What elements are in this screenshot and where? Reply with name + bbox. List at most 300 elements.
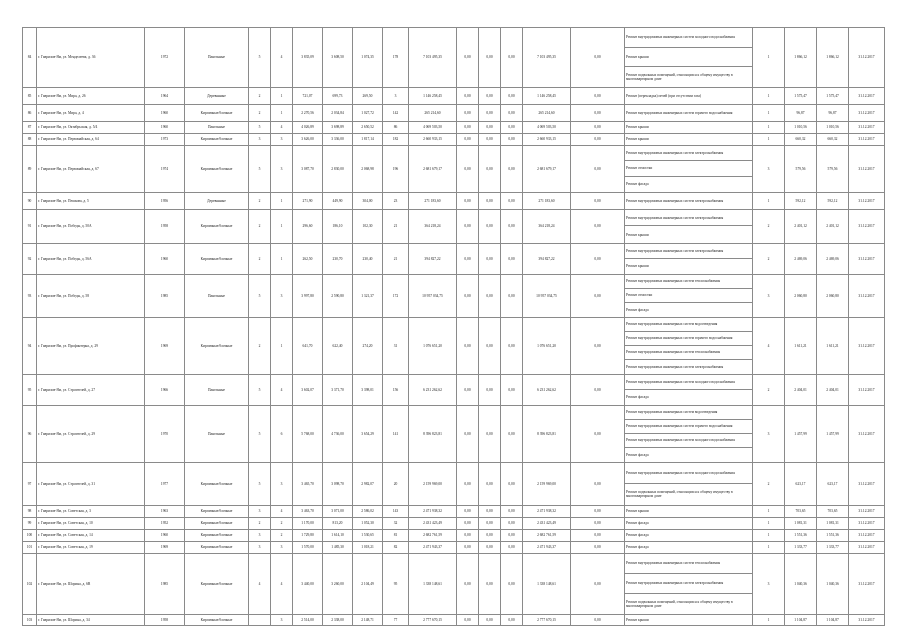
works-list-cell	[625, 121, 753, 133]
fund-a-cell: 0,00	[457, 541, 479, 553]
fund-a-cell: 0,00	[457, 505, 479, 517]
fund-b-cell: 0,00	[479, 209, 501, 243]
area-total-cell: 3 835,09	[293, 28, 323, 88]
deadline-cell: 31.12.2017	[849, 462, 885, 505]
fund-a-cell: 0,00	[457, 374, 479, 405]
fund-c-cell: 0,00	[501, 133, 523, 145]
cost-total-cell: 7 103 495,35	[409, 28, 457, 88]
fund-a-cell: 0,00	[457, 104, 479, 121]
residents-cell: 143	[383, 505, 409, 517]
fund-other-cell: 0,00	[571, 209, 625, 243]
entrances-cell: 4	[271, 121, 293, 133]
works-list-cell	[625, 133, 753, 145]
max-unit-cost-cell: 1 457,99	[817, 405, 849, 462]
cost-total-cell: 2 471 943,37	[409, 541, 457, 553]
floors-cell: 5	[249, 274, 271, 317]
fund-b-cell: 0,00	[479, 462, 501, 505]
fund-owners-cell: 271 183,60	[523, 192, 571, 209]
unit-cost-cell: 2 401,12	[785, 209, 817, 243]
fund-other-cell: 0,00	[571, 405, 625, 462]
deadline-cell: 31.12.2017	[849, 209, 885, 243]
residents-cell: 81	[383, 529, 409, 541]
fund-c-cell: 0,00	[501, 243, 523, 274]
fund-c-cell: 0,00	[501, 274, 523, 317]
year-cell: 1960	[145, 243, 185, 274]
works-count-cell: 1	[753, 614, 785, 625]
work-item: Ремонт внутридомовых инженерных систем теплоснабжения	[625, 554, 752, 574]
fund-c-cell: 0,00	[501, 209, 523, 243]
row-number: 99	[23, 517, 37, 529]
floors-cell: 3	[249, 541, 271, 553]
residents-cell: 196	[383, 145, 409, 192]
residents-cell: 141	[383, 405, 409, 462]
works-count-cell: 2	[753, 462, 785, 505]
row-number: 102	[23, 553, 37, 614]
area-total-cell: 3 465,70	[293, 462, 323, 505]
unit-cost-cell: 592,12	[785, 192, 817, 209]
works-count-cell: 3	[753, 274, 785, 317]
table-row	[23, 145, 885, 192]
area-total-cell: 3 440,00	[293, 553, 323, 614]
entrances-cell: 1	[271, 192, 293, 209]
fund-a-cell: 0,00	[457, 517, 479, 529]
floors-cell: 2	[249, 317, 271, 374]
fund-owners-cell: 8 396 823,81	[523, 405, 571, 462]
works-count-cell: 2	[753, 209, 785, 243]
max-unit-cost-cell: 1 081,31	[817, 517, 849, 529]
max-unit-cost-cell: 660,32	[817, 133, 849, 145]
address-cell: г. Гаврилов-Ям, ул. Менделеева, д. 36	[37, 28, 145, 88]
works-count-cell: 3	[753, 405, 785, 462]
work-item: Ремонт внутридомовых инженерных систем электроснабжения	[625, 574, 752, 594]
unit-cost-cell: 1 040,36	[785, 553, 817, 614]
area-total-cell: 2 270,56	[293, 104, 323, 121]
area-total-cell: 1 570,00	[293, 541, 323, 553]
residents-cell: 182	[383, 133, 409, 145]
works-list-cell	[625, 104, 753, 121]
unit-cost-cell: 1 104,87	[785, 614, 817, 625]
fund-other-cell: 0,00	[571, 317, 625, 374]
fund-owners-cell: 2 681 679,17	[523, 145, 571, 192]
works-list-cell	[625, 243, 753, 274]
residents-cell: 178	[383, 28, 409, 88]
work-item: Ремонт фасада	[626, 533, 649, 538]
unit-cost-cell: 2 404,01	[785, 374, 817, 405]
wall-material-cell: Панельные	[185, 274, 249, 317]
unit-cost-cell: 703,65	[785, 505, 817, 517]
fund-owners-cell: 364 218,24	[523, 209, 571, 243]
fund-a-cell: 0,00	[457, 243, 479, 274]
wall-material-cell: Кирпичные/блочные	[185, 317, 249, 374]
work-item: Ремонт внутридомовых инженерных систем электроснабжения	[625, 210, 752, 227]
area-living-cell: 186,10	[323, 209, 353, 243]
area-total-cell: 3 087,70	[293, 145, 323, 192]
floors-cell: 3	[249, 529, 271, 541]
table-row	[23, 192, 885, 209]
work-item: Ремонт фасада	[626, 395, 649, 400]
area-owned-cell: 1 530,65	[353, 529, 383, 541]
fund-a-cell: 0,00	[457, 121, 479, 133]
deadline-cell: 31.12.2017	[849, 317, 885, 374]
fund-c-cell: 0,00	[501, 505, 523, 517]
entrances-cell: 1	[271, 243, 293, 274]
fund-other-cell: 0,00	[571, 462, 625, 505]
floors-cell: 4	[249, 553, 271, 614]
floors-cell: 2	[249, 192, 271, 209]
residents-cell: 77	[383, 614, 409, 625]
works-list-cell	[625, 541, 753, 553]
table-row	[23, 104, 885, 121]
fund-owners-cell: 2 471 938,32	[523, 505, 571, 517]
floors-cell: 3	[249, 505, 271, 517]
cost-total-cell: 2 471 938,32	[409, 505, 457, 517]
works-list-cell	[625, 553, 753, 614]
floors-cell: 2	[249, 104, 271, 121]
fund-other-cell: 0,00	[571, 274, 625, 317]
works-count-cell: 1	[753, 28, 785, 88]
work-item: Ремонт внутридомовых инженерных систем теплоснабжения	[625, 346, 752, 360]
fund-owners-cell: 265 214,60	[523, 104, 571, 121]
year-cell: 1972	[145, 28, 185, 88]
works-count-cell: 4	[753, 317, 785, 374]
cost-total-cell: 2 159 969,00	[409, 462, 457, 505]
cost-total-cell: 10 957 034,75	[409, 274, 457, 317]
cost-total-cell: 6 231 262,62	[409, 374, 457, 405]
fund-a-cell: 0,00	[457, 145, 479, 192]
entrances-cell: 4	[271, 374, 293, 405]
area-owned-cell: 269,50	[353, 87, 383, 104]
work-item: Ремонт внутридомовых инженерных систем электроснабжения	[625, 146, 752, 161]
address-cell: г. Гаврилов-Ям, ул. Профинтерна, д. 29	[37, 317, 145, 374]
fund-b-cell: 0,00	[479, 517, 501, 529]
works-count-cell: 2	[753, 243, 785, 274]
works-count-cell: 1	[753, 541, 785, 553]
work-item: Ремонт внутридомовых инженерных систем холодного водоснабжения	[625, 434, 752, 448]
works-count-cell: 1	[753, 133, 785, 145]
entrances-cell: 6	[271, 405, 293, 462]
area-owned-cell: 3 654,29	[353, 405, 383, 462]
fund-b-cell: 0,00	[479, 274, 501, 317]
year-cell: 1974	[145, 145, 185, 192]
work-item: Ремонт фасада	[626, 307, 649, 312]
fund-b-cell: 0,00	[479, 133, 501, 145]
entrances-cell: 4	[271, 553, 293, 614]
area-living-cell: 1 485,30	[323, 541, 353, 553]
area-owned-cell: 2 586,02	[353, 505, 383, 517]
year-cell: 1985	[145, 553, 185, 614]
floors-cell: 5	[249, 374, 271, 405]
max-unit-cost-cell: 1 551,36	[817, 529, 849, 541]
area-living-cell: 3 071,00	[323, 505, 353, 517]
wall-material-cell: Панельные	[185, 374, 249, 405]
fund-a-cell: 0,00	[457, 209, 479, 243]
works-count-cell: 1	[753, 517, 785, 529]
area-living-cell: 3 371,70	[323, 374, 353, 405]
floors-cell: 5	[249, 462, 271, 505]
area-owned-cell: 304,00	[353, 192, 383, 209]
works-count-cell: 1	[753, 104, 785, 121]
floors-cell: 5	[249, 145, 271, 192]
work-item: Ремонт внутридомовых инженерных систем горячего водоснабжения	[626, 110, 733, 115]
fund-owners-cell: 2 471 943,37	[523, 541, 571, 553]
fund-c-cell: 0,00	[501, 28, 523, 88]
residents-cell: 32	[383, 517, 409, 529]
floors-cell: 2	[249, 243, 271, 274]
work-item: Ремонт внутридомовых инженерных систем электроснабжения	[625, 244, 752, 259]
table-row	[23, 405, 885, 462]
works-count-cell: 1	[753, 192, 785, 209]
fund-owners-cell: 4 069 503,50	[523, 121, 571, 133]
works-list-cell	[625, 614, 753, 625]
deadline-cell: 31.12.2017	[849, 505, 885, 517]
row-number: 86	[23, 104, 37, 121]
table-row	[23, 505, 885, 517]
row-number: 92	[23, 243, 37, 274]
area-total-cell: 3 997,80	[293, 274, 323, 317]
work-item: Ремонт крыши	[626, 264, 649, 269]
fund-other-cell: 0,00	[571, 145, 625, 192]
entrances-cell: 3	[271, 133, 293, 145]
cost-total-cell: 2 681 679,17	[409, 145, 457, 192]
area-living-cell: 2 830,00	[323, 145, 353, 192]
wall-material-cell: Кирпичные/блочные	[185, 133, 249, 145]
residents-cell: 86	[383, 121, 409, 133]
fund-c-cell: 0,00	[501, 121, 523, 133]
year-cell: 1985	[145, 274, 185, 317]
unit-cost-cell: 1 457,99	[785, 405, 817, 462]
residents-cell: 21	[383, 243, 409, 274]
floors-cell: 5	[249, 28, 271, 88]
work-item: Ремонт крыши	[626, 137, 649, 142]
area-total-cell: 2 514,00	[293, 614, 323, 625]
wall-material-cell: Кирпичные/блочные	[185, 462, 249, 505]
year-cell: 1960	[145, 104, 185, 121]
area-total-cell: 721,07	[293, 87, 323, 104]
row-number: 100	[23, 529, 37, 541]
deadline-cell: 31.12.2017	[849, 541, 885, 553]
cost-total-cell: 1 146 258,45	[409, 87, 457, 104]
year-cell: 1973	[145, 133, 185, 145]
table-row	[23, 274, 885, 317]
year-cell: 1969	[145, 317, 185, 374]
entrances-cell: 3	[271, 462, 293, 505]
work-item: Ремонт крыши	[626, 232, 649, 237]
fund-b-cell: 0,00	[479, 243, 501, 274]
fund-b-cell: 0,00	[479, 553, 501, 614]
entrances-cell: 3	[271, 274, 293, 317]
works-list-cell	[625, 317, 753, 374]
works-count-cell: 3	[753, 553, 785, 614]
entrances-cell: 3	[271, 145, 293, 192]
unit-cost-cell: 660,32	[785, 133, 817, 145]
fund-other-cell: 0,00	[571, 517, 625, 529]
wall-material-cell: Деревянные	[185, 87, 249, 104]
fund-a-cell: 0,00	[457, 192, 479, 209]
fund-other-cell: 0,00	[571, 87, 625, 104]
cost-total-cell: 364 218,24	[409, 209, 457, 243]
deadline-cell: 31.12.2017	[849, 529, 885, 541]
work-item: Ремонт подвальных помещений, относящихся к общему имуществу в многоквартирном доме	[626, 599, 733, 608]
year-cell: 1952	[145, 517, 185, 529]
address-cell: г. Гаврилов-Ям, ул. Пешкова, д. 5	[37, 192, 145, 209]
area-owned-cell: 230,40	[353, 243, 383, 274]
area-living-cell: 1 614,10	[323, 529, 353, 541]
fund-other-cell: 0,00	[571, 553, 625, 614]
area-owned-cell: 1 027,72	[353, 104, 383, 121]
floors-cell	[249, 614, 271, 625]
fund-a-cell: 0,00	[457, 529, 479, 541]
fund-other-cell: 0,00	[571, 541, 625, 553]
floors-cell: 2	[249, 517, 271, 529]
work-item: Ремонт внутридомовых инженерных систем холодного водоснабжения	[625, 463, 752, 484]
area-owned-cell: 102,30	[353, 209, 383, 243]
fund-c-cell: 0,00	[501, 145, 523, 192]
year-cell: 1956	[145, 192, 185, 209]
max-unit-cost-cell: 2 469,06	[817, 243, 849, 274]
row-number: 96	[23, 405, 37, 462]
wall-material-cell: Кирпичные/блочные	[185, 614, 249, 625]
residents-cell: 95	[383, 553, 409, 614]
wall-material-cell: Кирпичные/блочные	[185, 209, 249, 243]
area-owned-cell: 3 398,01	[353, 374, 383, 405]
area-living-cell: 230,70	[323, 243, 353, 274]
fund-c-cell: 0,00	[501, 87, 523, 104]
repair-plan-table	[22, 27, 885, 626]
works-list-cell	[625, 505, 753, 517]
area-total-cell: 3 602,07	[293, 374, 323, 405]
unit-cost-cell: 579,56	[785, 145, 817, 192]
cost-total-cell: 394 827,22	[409, 243, 457, 274]
unit-cost-cell: 1 575,47	[785, 87, 817, 104]
fund-b-cell: 0,00	[479, 192, 501, 209]
wall-material-cell: Панельные	[185, 121, 249, 133]
fund-a-cell: 0,00	[457, 87, 479, 104]
deadline-cell: 31.12.2017	[849, 517, 885, 529]
works-list-cell	[625, 462, 753, 505]
fund-a-cell: 0,00	[457, 614, 479, 625]
work-item: Ремонт подвальных помещений, относящихся к общему имуществу в многоквартирном доме	[626, 490, 733, 499]
area-living-cell: 3 260,00	[323, 553, 353, 614]
residents-cell: 3	[383, 87, 409, 104]
row-number: 98	[23, 505, 37, 517]
row-number: 90	[23, 192, 37, 209]
fund-a-cell: 0,00	[457, 405, 479, 462]
work-item: Ремонт фасада	[626, 452, 649, 457]
fund-c-cell: 0,00	[501, 517, 523, 529]
deadline-cell: 31.12.2017	[849, 104, 885, 121]
entrances-cell: 1	[271, 104, 293, 121]
fund-a-cell: 0,00	[457, 317, 479, 374]
residents-cell: 21	[383, 209, 409, 243]
table-row	[23, 541, 885, 553]
work-item: Ремонт внутридомовых инженерных систем теплоснабжения	[625, 275, 752, 289]
area-owned-cell: 1 321,37	[353, 274, 383, 317]
fund-other-cell: 0,00	[571, 505, 625, 517]
fund-c-cell: 0,00	[501, 541, 523, 553]
area-owned-cell: 1 018,21	[353, 541, 383, 553]
max-unit-cost-cell: 592,12	[817, 192, 849, 209]
address-cell: г. Гаврилов-Ям, ул. Строителей, д. 31	[37, 462, 145, 505]
area-owned-cell: 1 052,30	[353, 517, 383, 529]
deadline-cell: 31.12.2017	[849, 274, 885, 317]
max-unit-cost-cell: 1 575,47	[817, 87, 849, 104]
cost-total-cell: 4 069 503,50	[409, 121, 457, 133]
table-row	[23, 28, 885, 88]
fund-owners-cell: 10 957 034,75	[523, 274, 571, 317]
deadline-cell: 31.12.2017	[849, 133, 885, 145]
floors-cell: 3	[249, 133, 271, 145]
works-count-cell: 3	[753, 145, 785, 192]
deadline-cell: 31.12.2017	[849, 28, 885, 88]
work-item: Ремонт внутридомовых инженерных систем горячего водоснабжения	[625, 332, 752, 346]
area-living-cell: 622,40	[323, 317, 353, 374]
max-unit-cost-cell: 579,56	[817, 145, 849, 192]
wall-material-cell: Кирпичные/блочные	[185, 541, 249, 553]
area-owned-cell: 1 074,35	[353, 28, 383, 88]
works-list-cell	[625, 374, 753, 405]
deadline-cell: 31.12.2017	[849, 145, 885, 192]
floors-cell: 5	[249, 121, 271, 133]
area-owned-cell: 274,20	[353, 317, 383, 374]
fund-a-cell: 0,00	[457, 553, 479, 614]
fund-c-cell: 0,00	[501, 374, 523, 405]
area-owned-cell: 2 104,49	[353, 553, 383, 614]
table-row	[23, 529, 885, 541]
row-number: 95	[23, 374, 37, 405]
unit-cost-cell: 1 333,77	[785, 541, 817, 553]
unit-cost-cell: 96,87	[785, 104, 817, 121]
area-living-cell: 3 098,70	[323, 462, 353, 505]
works-list-cell	[625, 209, 753, 243]
works-count-cell: 1	[753, 505, 785, 517]
work-item: Ремонт отмостки	[625, 289, 752, 303]
unit-cost-cell: 1 551,36	[785, 529, 817, 541]
fund-owners-cell: 7 103 495,35	[523, 28, 571, 88]
table-row	[23, 317, 885, 374]
wall-material-cell: Панельные	[185, 405, 249, 462]
deadline-cell: 31.12.2017	[849, 374, 885, 405]
fund-b-cell: 0,00	[479, 317, 501, 374]
fund-b-cell: 0,00	[479, 405, 501, 462]
fund-owners-cell: 2 159 969,00	[523, 462, 571, 505]
area-total-cell: 296,60	[293, 209, 323, 243]
table-row	[23, 243, 885, 274]
table-body	[23, 28, 885, 626]
deadline-cell: 31.12.2017	[849, 405, 885, 462]
area-total-cell: 262,50	[293, 243, 323, 274]
residents-cell: 23	[383, 192, 409, 209]
residents-cell: 20	[383, 462, 409, 505]
wall-material-cell: Кирпичные/блочные	[185, 104, 249, 121]
fund-c-cell: 0,00	[501, 317, 523, 374]
area-living-cell: 3 698,89	[323, 121, 353, 133]
cost-total-cell: 265 214,60	[409, 104, 457, 121]
fund-c-cell: 0,00	[501, 405, 523, 462]
fund-b-cell: 0,00	[479, 104, 501, 121]
area-living-cell: 2 338,00	[323, 614, 353, 625]
fund-owners-cell: 1 076 651,20	[523, 317, 571, 374]
cost-total-cell: 271 183,60	[409, 192, 457, 209]
entrances-cell: 1	[271, 87, 293, 104]
max-unit-cost-cell: 623,17	[817, 462, 849, 505]
row-number: 85	[23, 87, 37, 104]
floors-cell: 2	[249, 209, 271, 243]
row-number: 97	[23, 462, 37, 505]
year-cell: 1970	[145, 405, 185, 462]
fund-b-cell: 0,00	[479, 614, 501, 625]
fund-owners-cell: 2 682 761,59	[523, 529, 571, 541]
work-item: Ремонт крыши	[626, 617, 649, 622]
